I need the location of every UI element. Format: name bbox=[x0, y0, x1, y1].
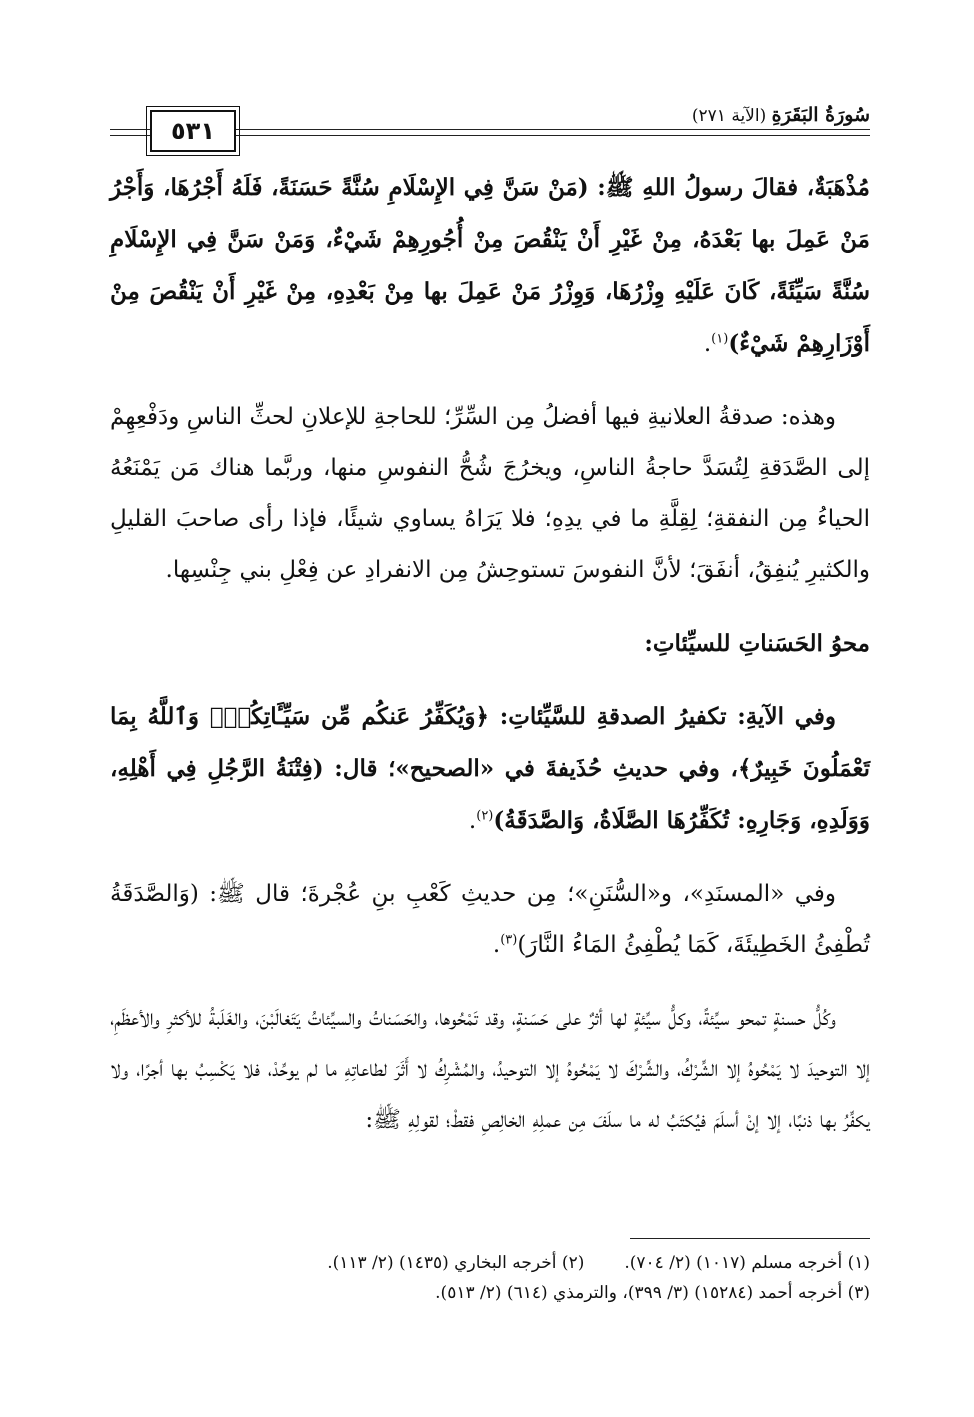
paragraph-good-deeds: وكُلُّ حسنةٍ تمحو سيِّئةً، وكلُّ سيِّئةٍ لها أثرٌ على حَسَنةٍ، وقد تَمْحُوها، والحَسَناتُ والسيِّئاتُ يَتَغالَبْنَ، والغَلَبةُ للأكثرِ والأعظَمِ، إلا التوحيدَ لا يَمْحُوهُ إلا الشِّرْكُ، والشِّرْكَ لا يَمْحُوهُ إلا التوحيدُ، والمُشْرِكُ لا أَثَرَ لطاعاتِهِ ما لم يوحِّدْ، فلا يَكْسِبُ بها أجرًا، ولا يكفِّرُ بها ذنبًا، إلا إنْ أسلَمَ فيُكتَبُ له ما سلَفَ مِن عملِهِ الخالِصِ فقطْ؛ لقولِهِ ﷺ: bbox=[110, 1005, 870, 1133]
page-header bbox=[110, 100, 870, 156]
footnote-row bbox=[110, 1278, 870, 1308]
period: . bbox=[703, 331, 712, 357]
footnote-ref-1: (١) bbox=[711, 331, 729, 347]
paragraph-hadith-sunna bbox=[110, 162, 870, 370]
footnote-ref-3: (٣) bbox=[500, 932, 518, 948]
footnote-ref-2: (٢) bbox=[476, 808, 494, 824]
footnote-2: (٢) أخرجه البخاري (١٤٣٥) (٢/ ١١٣). bbox=[327, 1253, 585, 1273]
footnote-separator bbox=[630, 1238, 870, 1239]
footnote-3: (٣) أخرجه أحمد (١٥٢٨٤) (٣/ ٣٩٩)، والترمذي (٦١٤) (٢/ ٥١٣). bbox=[435, 1283, 870, 1303]
period: . bbox=[468, 808, 477, 834]
surah-title: سُورَةُ البَقَرَةِ bbox=[771, 104, 870, 126]
musnad-text: وفي «المسنَدِ»، و«السُّنَنِ»؛ مِن حديثِ كَعْبِ بنِ عُجْرةَ؛ قال ﷺ: (وَالصَّدَقَةُ تُطْفِئُ الخَطِيئَةَ، كَمَا يُطْفِئُ المَاءُ النَّارَ) bbox=[110, 881, 870, 958]
paragraph-musnad bbox=[110, 869, 870, 971]
running-head bbox=[682, 102, 870, 129]
main-text bbox=[110, 162, 870, 1168]
footnotes bbox=[110, 1248, 870, 1308]
hadith-text: مُذْهَبَةٌ، فقالَ رسولُ اللهِ ﷺ: (مَنْ سَنَّ فِي الإِسْلَامِ سُنَّةً حَسَنَةً، فَلَهُ أَجْرُهَا، وَأَجْرُ مَنْ عَمِلَ بها بَعْدَهُ، مِنْ غَيْرِ أَنْ يَنْقُصَ مِنْ أُجُورِهِمْ شَيْءٌ، وَمَنْ سَنَّ فِي الإِسْلَامِ سُنَّةً سَيِّئَةً، كَانَ عَلَيْهِ وِزْرُهَا، وَوِزْرُ مَنْ عَمِلَ بها مِنْ بَعْدِهِ، مِنْ غَيْرِ أَنْ يَنْقُصَ مِنْ أَوْزَارِهِمْ شَيْءٌ) bbox=[110, 174, 870, 357]
verse-reference: (الآية ٢٧١) bbox=[691, 106, 767, 126]
footnote-1: (١) أخرجه مسلم (١٠١٧) (٢/ ٧٠٤). bbox=[624, 1253, 870, 1273]
section-heading: محوُ الحَسَناتِ للسيِّئاتِ: bbox=[644, 630, 870, 657]
paragraph-expiation bbox=[110, 691, 870, 847]
paragraph-public-charity: وهذه: صدقةُ العلانيةِ فيها أفضلُ مِن السِّرِّ؛ للحاجةِ للإعلانِ لحثِّ الناسِ ودَفْعِهِمْ إلى الصَّدَقةِ لِتُسَدَّ حاجةُ الناسِ، ويخرُجَ شُحُّ النفوسِ منها، وربَّما هناك مَن يَمْنَعُهُ الحياءُ مِن النفقةِ؛ لِقِلَّةِ ما في يدِهِ؛ فلا يَرَاهُ يساوي شيئًا، فإذا رأى صاحبَ القليلِ والكثيرِ يُنفِقُ، أنفَقَ؛ لأنَّ النفوسَ تستوحِشُ مِن الانفرادِ عن فِعْلِ بني جِنْسِها. bbox=[110, 404, 870, 583]
page-number: ٥٣١ bbox=[150, 110, 236, 152]
period: . bbox=[492, 932, 501, 958]
expiation-text: وفي الآيةِ: تكفيرُ الصدقةِ للسَّيِّئاتِ: ﴿وَيُكَفِّرُ عَنكُم مِّن سَيِّـَٔاتِكُمْۗ وَٱللَّهُ بِمَا تَعْمَلُونَ خَبِيرٌ﴾، وفي حديثِ حُذَيفةَ في «الصحيح»؛ قال: (فِتْنَةُ الرَّجُلِ فِي أَهْلِهِ، وَوَلَدِهِ، وَجَارِهِ: تُكَفِّرُهَا الصَّلَاةُ، وَالصَّدَقَةُ) bbox=[110, 703, 870, 834]
footnote-row bbox=[110, 1248, 870, 1278]
